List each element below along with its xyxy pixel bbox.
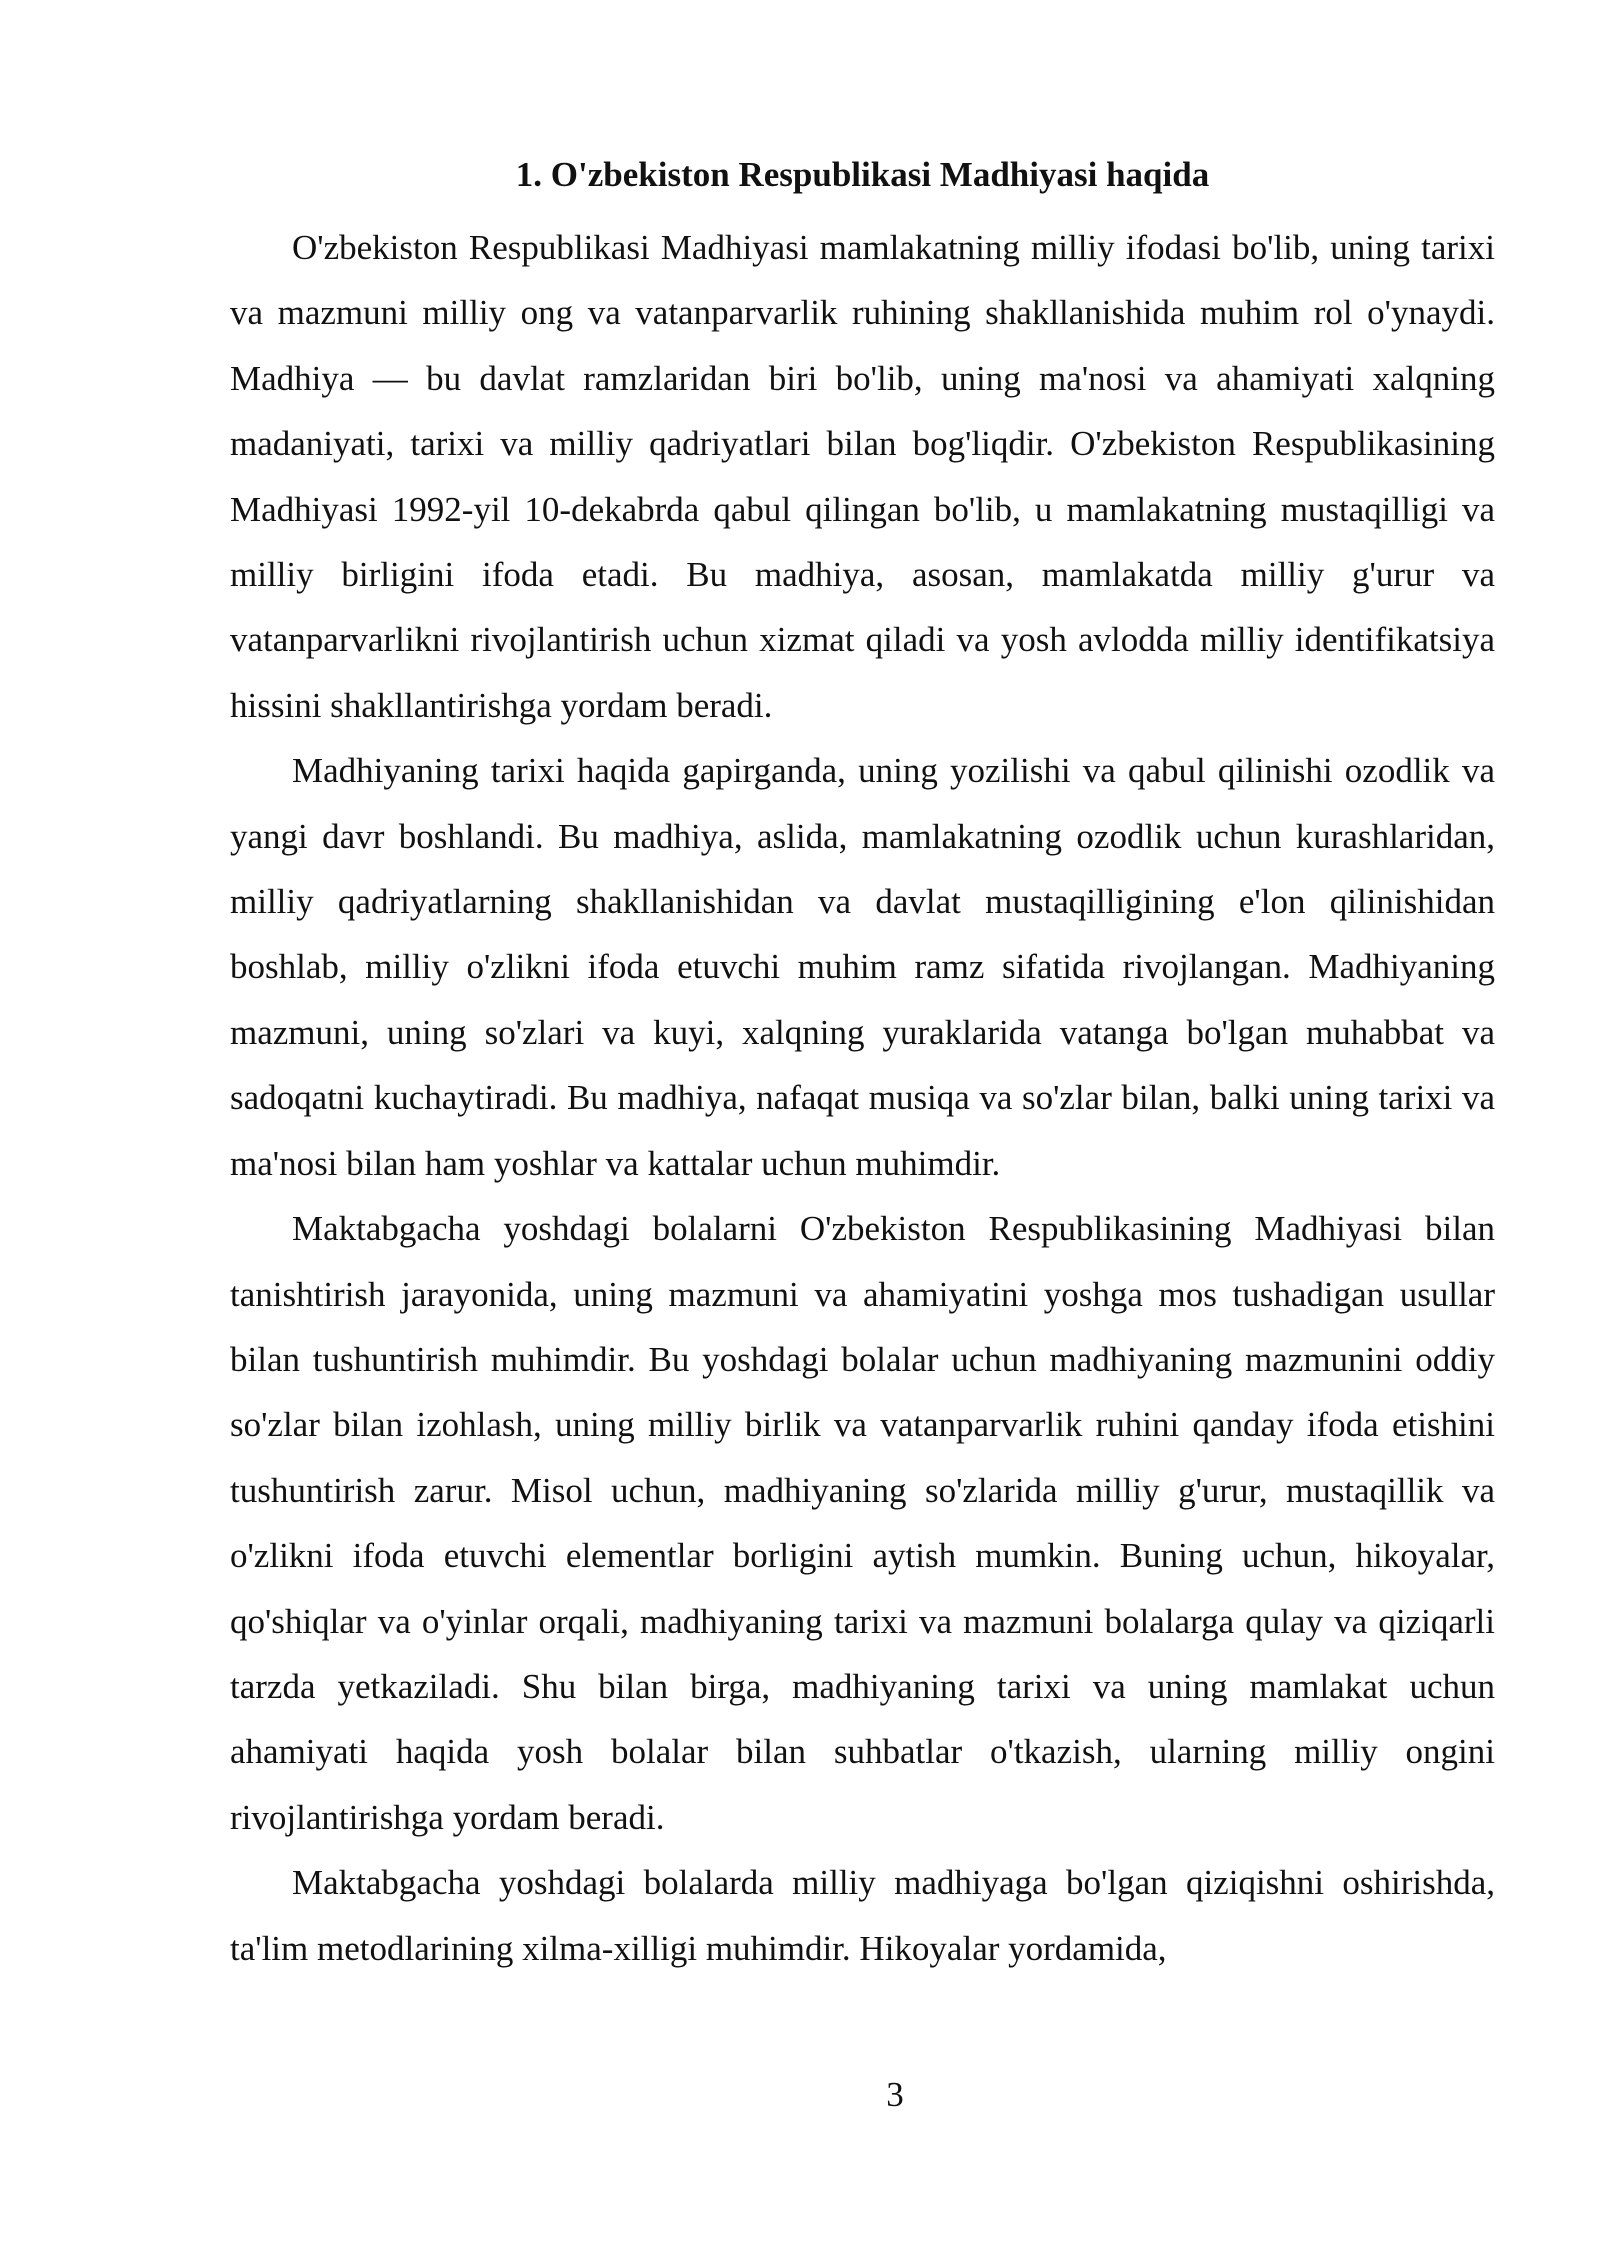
page-body: [230, 150, 1495, 1981]
paragraph-4: Maktabgacha yoshdagi bolalarda milliy madhiyaga bo'lgan qiziqishni oshirishda, ta'lim metodlarining xilma-xilligi muhimdir. Hikoyalar yordamida,: [230, 1863, 1495, 1968]
paragraph-3: Maktabgacha yoshdagi bolalarni O'zbekiston Respublikasining Madhiyasi bilan tanishtirish jarayonida, uning mazmuni va ahamiyatini yoshga mos tushadigan usullar bilan tushuntirish muhimdir. Bu yoshdagi bolalar uchun madhiyaning mazmunini oddiy so'zlar bilan izohlash, uning milliy birlik va vatanparvarlik ruhini qanday ifoda etishini tushuntirish zarur. Misol uchun, madhiyaning so'zlarida milliy g'urur, mustaqillik va o'zlikni ifoda etuvchi elementlar borligini aytish mumkin. Buning uchun, hikoyalar, qo'shiqlar va o'yinlar orqali, madhiyaning tarixi va mazmuni bolalarga qulay va qiziqarli tarzda yetkaziladi. Shu bilan birga, madhiyaning tarixi va uning mamlakat uchun ahamiyati haqida yosh bolalar bilan suhbatlar o'tkazish, ularning milliy ongini rivojlantirishga yordam beradi.: [230, 1209, 1495, 1837]
page-number: 3: [886, 2075, 904, 2114]
section-heading: 1. O'zbekiston Respublikasi Madhiyasi haqida: [515, 155, 1210, 194]
paragraph-2: Madhiyaning tarixi haqida gapirganda, uning yozilishi va qabul qilinishi ozodlik va yangi davr boshlandi. Bu madhiya, aslida, mamlakatning ozodlik uchun kurashlaridan, milliy qadriyatlarning shakllanishidan va davlat mustaqilligining e'lon qilinishidan boshlab, milliy o'zlikni ifoda etuvchi muhim ramz sifatida rivojlangan. Madhiyaning mazmuni, uning so'zlari va kuyi, xalqning yuraklarida vatanga bo'lgan muhabbat va sadoqatni kuchaytiradi. Bu madhiya, nafaqat musiqa va so'zlar bilan, balki uning tarixi va ma'nosi bilan ham yoshlar va kattalar uchun muhimdir.: [230, 751, 1495, 1183]
paragraph-1: O'zbekiston Respublikasi Madhiyasi mamlakatning milliy ifodasi bo'lib, uning tarixi va mazmuni milliy ong va vatanparvarlik ruhining shakllanishida muhim rol o'ynaydi. Madhiya — bu davlat ramzlaridan biri bo'lib, uning ma'nosi va ahamiyati xalqning madaniyati, tarixi va milliy qadriyatlari bilan bog'liqdir. O'zbekiston Respublikasining Madhiyasi 1992-yil 10-dekabrda qabul qilingan bo'lib, u mamlakatning mustaqilligi va milliy birligini ifoda etadi. Bu madhiya, asosan, mamlakatda milliy g'urur va vatanparvarlikni rivojlantirish uchun xizmat qiladi va yosh avlodda milliy identifikatsiya hissini shakllantirishga yordam beradi.: [230, 228, 1495, 725]
